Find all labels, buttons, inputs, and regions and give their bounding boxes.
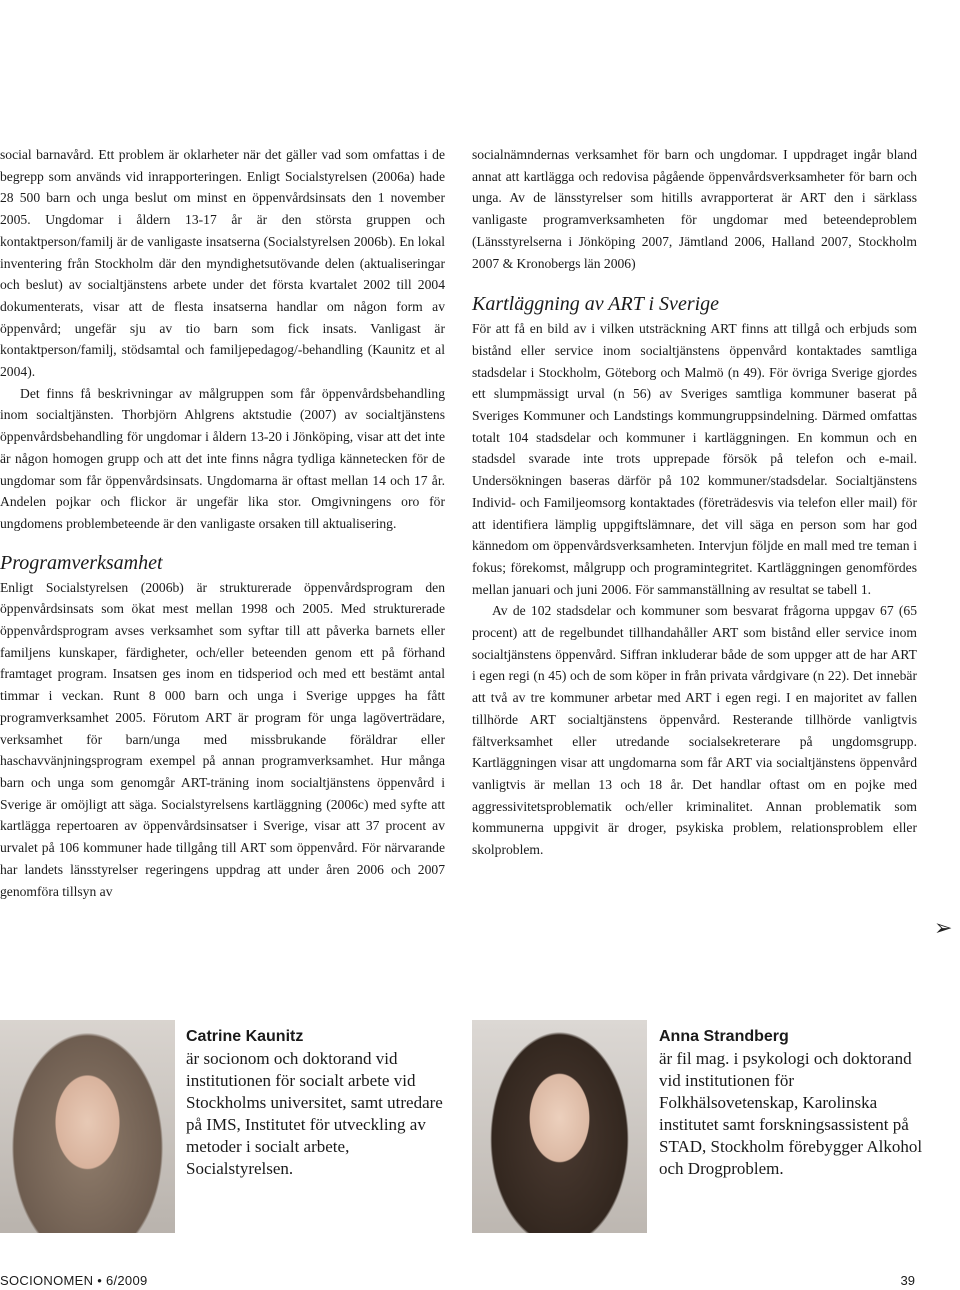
paragraph: social barnavård. Ett problem är oklarheter när det gäller vad som omfattas i de begrepp som används vid inrapporteringen. Enligt Socialstyrelsen (2006a) hade 28 500 barn och unga beslut om minst en öppenvårdsinsats den 1 november 2005. Ungdomar i åldern 13-17 år är den största gruppen och kontaktperson/familj är de vanligaste insatserna (Socialstyrelsen 2006b). En lokal inventering från Stockholm där den myndighetsutövande delen (aktualiseringar och beslut) av socialtjänstens arbete under det första kvartalet 2002 till 2004 dokumenterats, visar att de flesta insatserna handlar om någon form av öppenvård; ungefär sju av tio barn som fick insats. Vanligast är kontaktperson/familj, stödsamtal och familjepedagog/-behandling (Kaunitz et al 2004). (0, 147, 445, 380)
author-description: är socionom och doktorand vid institutionen för socialt arbete vid Stockholms universitet, samt utredare på IMS, Institutet för utveckling av metoder i socialt arbete, Socialstyrelsen. (186, 1049, 443, 1178)
continue-arrow-icon: ➢ (934, 915, 953, 940)
left-column (0, 144, 445, 902)
section-heading: Kartläggning av ART i Sverige (472, 293, 720, 316)
paragraph: Enligt Socialstyrelsen (2006b) är strukturerade öppenvårdsprogram den öppenvårdsinsats som ökat mest mellan 1998 och 2005. Med strukturerade öppenvårdsprogram avses verksamhet som syftar till att påverka barnets eller familjens kunskaper, färdigheter, och/eller beteenden genom ett på förhand framtaget program. Insatsen ges inom en tidsperiod och med ett bestämt antal timmar i veckan. Runt 8 000 barn och unga i Sverige uppges ha fått programverksamhet 2005. Förutom ART är program för unga lagöverträdare, verksamhet för barn/unga med missbrukande föräldrar eller haschavvänjningsprogram exempel på annan programverksamhet. Hur många barn och unga som genomgår ART-träning inom socialtjänstens öppenvård i Sverige är omöjligt att säga. Socialstyrelsens kartläggning (2006c) med syfte att kartlägga repertoaren av öppenvårdsinsatser i Sverige, visar att 37 procent av urvalet på 106 kommuner hade tillgång till ART som öppenvård. För närvarande har landets länsstyrelser regeringens uppdrag att under åren 2006 och 2007 genomföra tillsyn av (0, 579, 445, 899)
author-photo (0, 1020, 175, 1233)
paragraph: Det finns få beskrivningar av målgruppen som får öppenvårdsbehandling inom socialtjänsten. Thorbjörn Ahlgrens aktstudie (2007) av socialtjänstens öppenvårdsbehandling för ungdomar i åldern 13-20 i Jönköping, visar att det inte är någon homogen grupp och att det inte finns några tydliga kännetecken för de ungdomar som får öppenvårdsinsats. Ungdomarna är oftast mellan 14 och 17 år. Andelen pojkar och flickor är ungefär lika stor. Omgivningens oro för ungdomens problembeteende är den vanligaste orsaken till aktualisering. (0, 385, 445, 531)
paragraph: Av de 102 stadsdelar och kommuner som besvarat frågorna uppgav 67 (65 procent) att de regelbundet tillhandahåller ART som bistånd eller service inom socialtjänstens öppenvård. Siffran inkluderar både de som uppger att de har ART i egen regi (n 45) och de som köper in från privata vårdgivare (n 22). Det innebär att två av tre kommuner arbetar med ART i egen regi. I en majoritet av fallen tillhörde ART socialtjänstens öppenvård. Resterande tillhörde vanligtvis fältverksamhet eller utredande socialsekreterare på ungdomsgrupp. Kartläggningen visar att ungdomarna som får ART via socialtjänstens öppenvård vanligtvis är mellan 13 och 18 år. Det handlar oftast om en pojke med aggressivitetsproblematik och/eller kriminalitet. Annan problematik som kommunerna uppgivit är droger, psykiska problem, relationsproblem eller skolproblem. (472, 603, 917, 858)
paragraph: socialnämndernas verksamhet för barn och ungdomar. I uppdraget ingår bland annat att kartlägga och redovisa pågående öppenvårdsverksamheter för barn och unga. Av de länsstyrelser som hitills avrapporterat är ART den i särklass vanligaste programverksamheten för ungdomar med beteendeproblem (Länsstyrelserna i Jönköping 2007, Jämtland 2006, Halland 2007, Stockholm 2007 & Kronobergs län 2006) (472, 147, 917, 271)
author-name: Catrine Kaunitz (186, 1028, 304, 1045)
author-description: är fil mag. i psykologi och doktorand vid institutionen för Folkhälsovetenskap, Karolinska institutet samt forskningsassistent på STAD, Stockholm förebygger Alkohol och Drogproblem. (659, 1049, 923, 1178)
publication-footer: SOCIONOMEN • 6/2009 (0, 1273, 148, 1288)
page-number: 39 (900, 1273, 915, 1288)
author-bio (659, 1026, 929, 1180)
paragraph: För att få en bild av i vilken utsträckning ART finns att tillgå och erbjuds som bistånd eller service inom socialtjänstens öppenvård kontaktades samtliga stadsdelar i Stockholm, Göteborg och Malmö (n 49). För övriga Sverige gjordes ett slumpmässigt urval (n 56) av Sveriges samtliga kommuner baserat på Sveriges Kommuner och Landstings kommungruppsindelning. Därmed omfattas totalt 104 stadsdelar och kommuner i kartläggningen. En kommun och en stadsdel svarade inte trots upprepade försök på telefon och e-mail. Undersökningen baseras därför på 102 kommuner/stadsdelar. Socialtjänstens Individ- och Familjeomsorg kontaktades (företrädesvis via telefon eller mail) för att identifiera lämplig uppgiftslämnare, det vill säga en person som har god kännedom om öppenvårdsverksamheten. Intervjun följde en mall med tre teman i fokus; förekomst, målgrupp och programintegritet. Kartläggningen genomfördes mellan januari och juni 2006. För sammanställning av resultat se tabell 1. (472, 321, 917, 597)
author-photo (472, 1020, 647, 1233)
section-heading: Programverksamhet (0, 551, 163, 574)
author-name: Anna Strandberg (659, 1028, 789, 1045)
author-bio (186, 1026, 456, 1180)
right-column (472, 144, 917, 861)
